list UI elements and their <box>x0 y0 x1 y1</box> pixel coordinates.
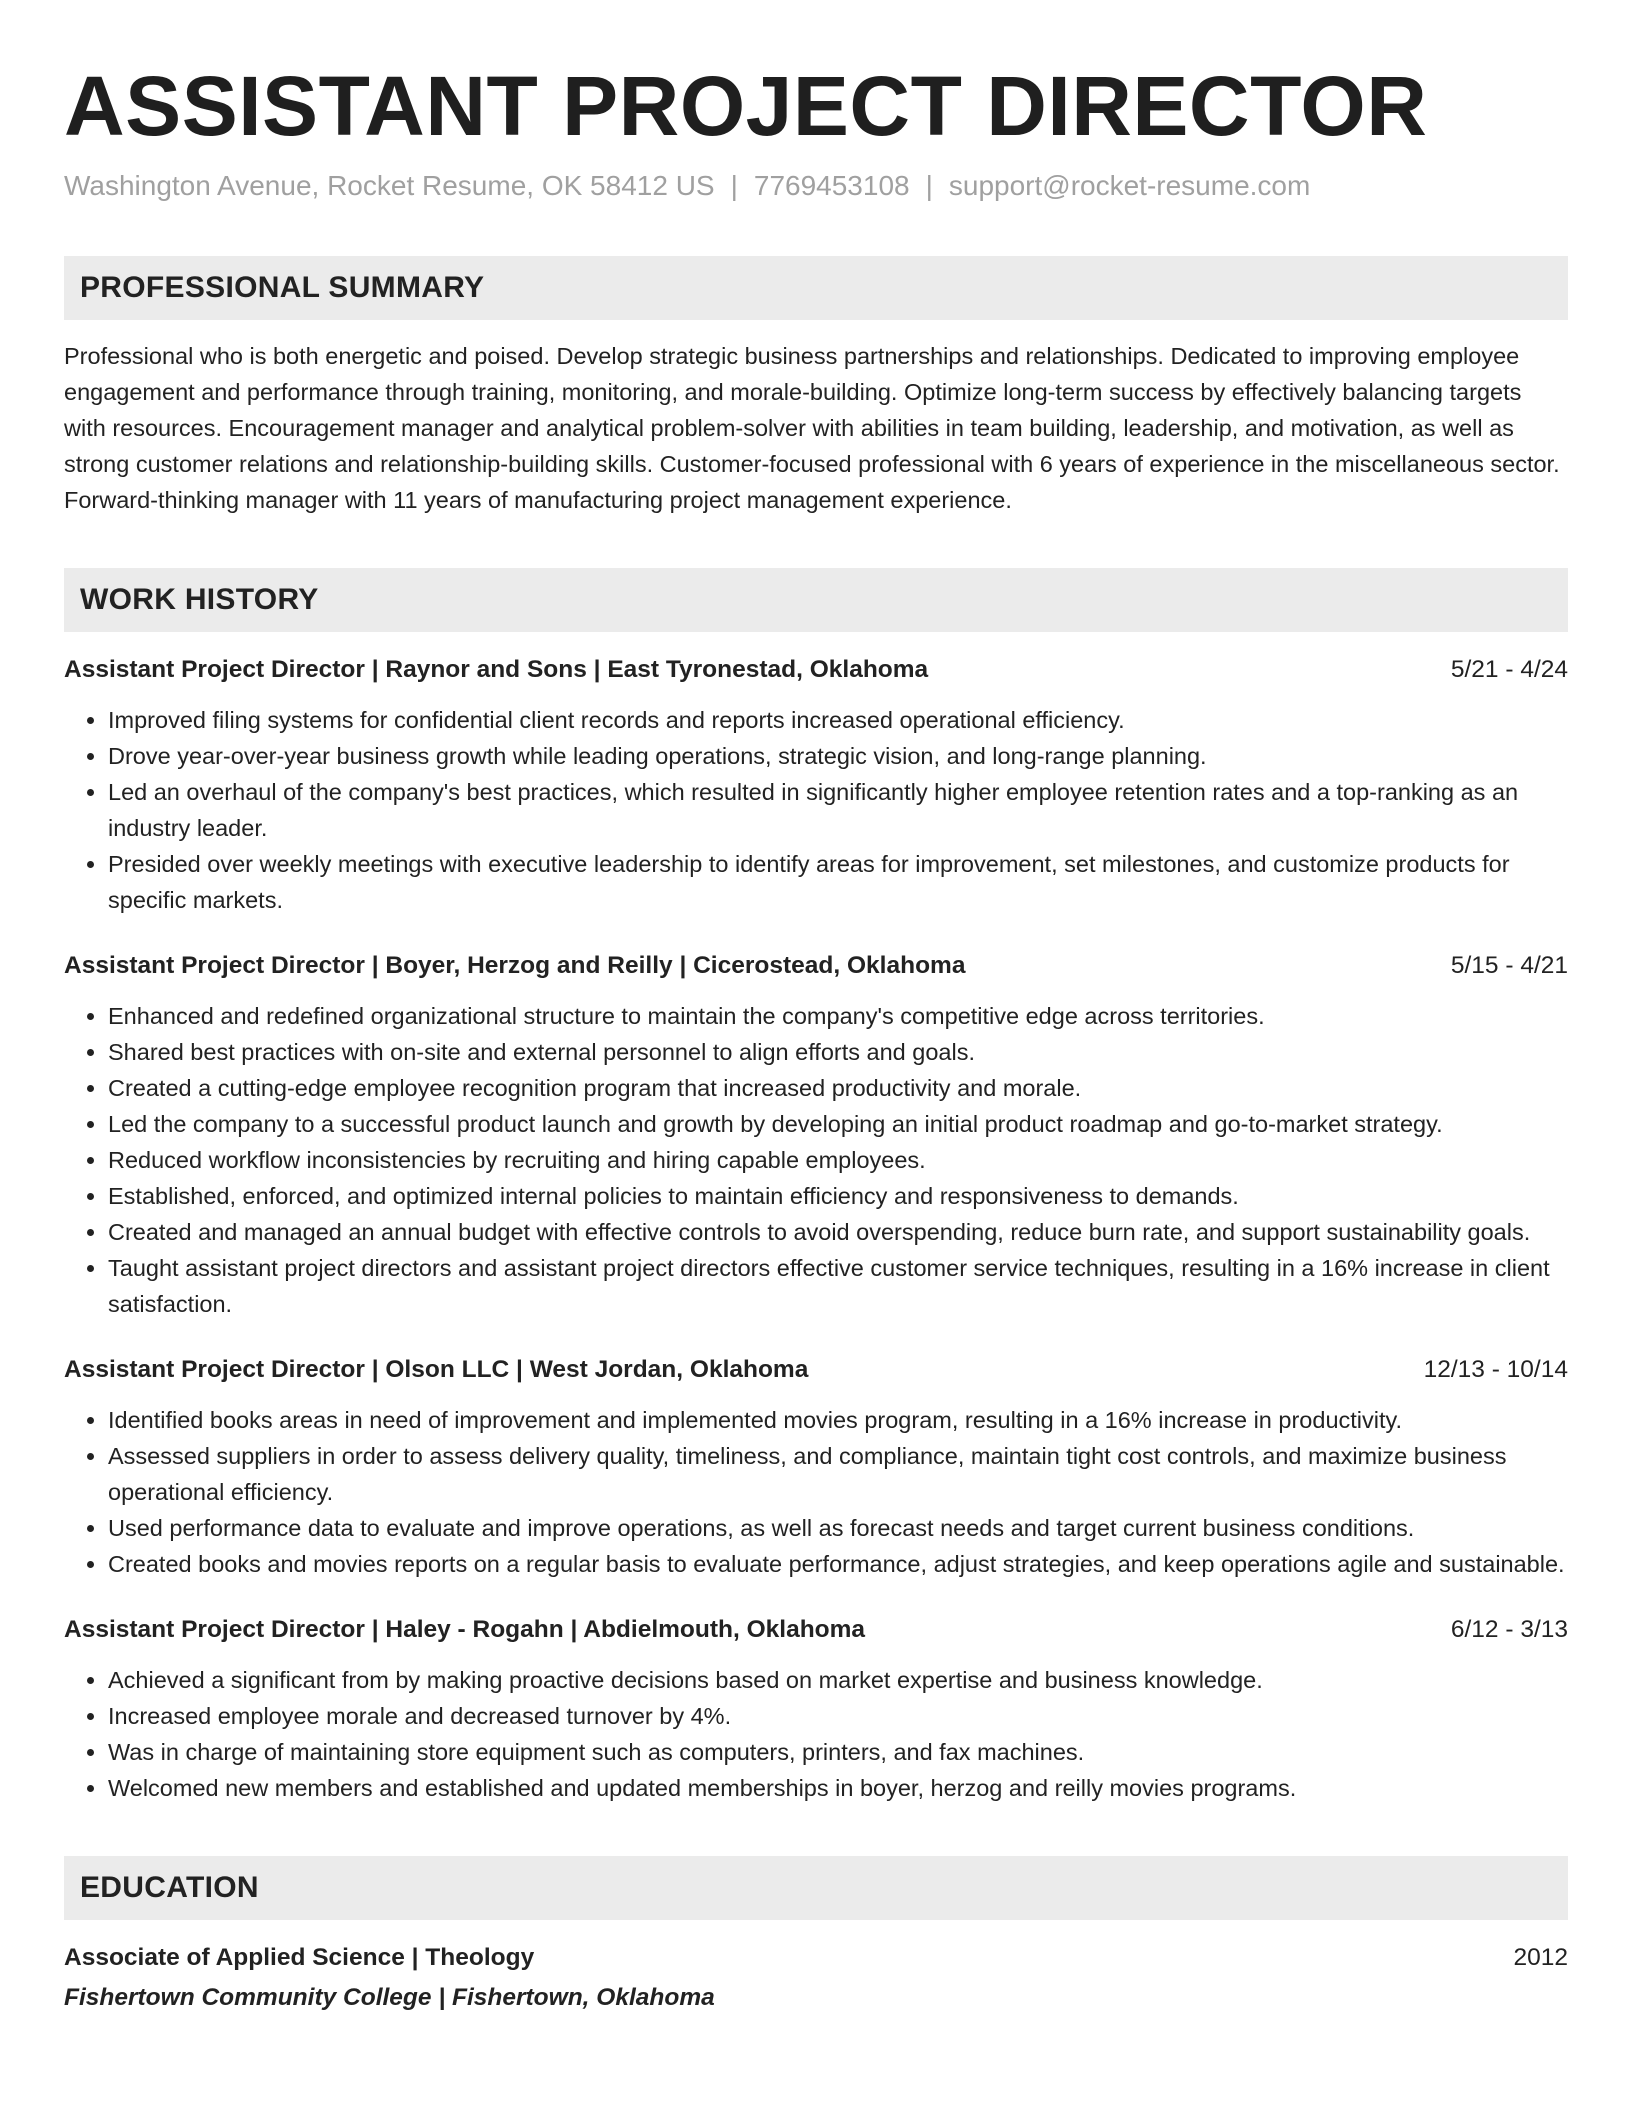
job-title: Assistant Project Director | Raynor and Sons | East Tyronestad, Oklahoma <box>64 656 929 683</box>
job-dates: 5/15 - 4/21 <box>1450 952 1568 979</box>
bullet-item: • Led the company to a successful product launch and growth by developing an initial product roadmap and go-to-market strategy. <box>108 1106 1568 1142</box>
contact-address: Washington Avenue, Rocket Resume, OK 58412 US <box>64 170 715 201</box>
job-bullets <box>64 1402 1568 1582</box>
job-entry <box>64 652 1568 918</box>
job-bullets <box>64 702 1568 918</box>
job-entry <box>64 948 1568 1322</box>
bullet-item: • Created books and movies reports on a regular basis to evaluate performance, adjust strategies, and keep operations agile and sustainable. <box>108 1546 1568 1582</box>
job-title: Assistant Project Director | Boyer, Herzog and Reilly | Cicerostead, Oklahoma <box>64 952 966 979</box>
bullet-item: • Created a cutting-edge employee recognition program that increased productivity and morale. <box>108 1070 1568 1106</box>
section-header-summary: PROFESSIONAL SUMMARY <box>64 256 1568 320</box>
contact-line <box>64 168 1568 204</box>
bullet-item: • Identified books areas in need of improvement and implemented movies program, resulting in a 16% increase in productivity. <box>108 1402 1568 1438</box>
education-header <box>64 1940 1568 1976</box>
contact-phone: 7769453108 <box>753 170 910 201</box>
education-entry <box>64 1940 1568 2016</box>
bullet-item: • Assessed suppliers in order to assess delivery quality, timeliness, and compliance, maintain tight cost controls, and maximize business operational efficiency. <box>108 1438 1568 1510</box>
bullet-item: • Established, enforced, and optimized internal policies to maintain efficiency and responsiveness to demands. <box>108 1178 1568 1214</box>
bullet-item: • Presided over weekly meetings with executive leadership to identify areas for improvement, set milestones, and customize products for specific markets. <box>108 846 1568 918</box>
bullet-item: • Was in charge of maintaining store equipment such as computers, printers, and fax machines. <box>108 1734 1568 1770</box>
bullet-item: • Welcomed new members and established and updated memberships in boyer, herzog and reilly movies programs. <box>108 1770 1568 1806</box>
bullet-item: • Used performance data to evaluate and improve operations, as well as forecast needs and target current business conditions. <box>108 1510 1568 1546</box>
job-bullets <box>64 998 1568 1322</box>
contact-separator: | <box>925 170 933 201</box>
bullet-item: • Drove year-over-year business growth while leading operations, strategic vision, and long-range planning. <box>108 738 1568 774</box>
job-title: Assistant Project Director | Haley - Rogahn | Abdielmouth, Oklahoma <box>64 1616 866 1643</box>
bullet-item: • Reduced workflow inconsistencies by recruiting and hiring capable employees. <box>108 1142 1568 1178</box>
job-dates: 6/12 - 3/13 <box>1450 1616 1568 1643</box>
section-header-work-history: WORK HISTORY <box>64 568 1568 632</box>
bullet-item: • Enhanced and redefined organizational structure to maintain the company's competitive edge across territories. <box>108 998 1568 1034</box>
education-school: Fishertown Community College | Fishertown, Oklahoma <box>64 1984 715 2011</box>
education-degree: Associate of Applied Science | Theology <box>64 1944 535 1971</box>
contact-email: support@rocket-resume.com <box>948 170 1311 201</box>
page-title: ASSISTANT PROJECT DIRECTOR <box>64 59 1428 153</box>
education-year: 2012 <box>1513 1944 1568 1971</box>
bullet-item: • Led an overhaul of the company's best practices, which resulted in significantly higher employee retention rates and a top-ranking as an industry leader. <box>108 774 1568 846</box>
job-header <box>64 1612 1568 1648</box>
bullet-item: • Taught assistant project directors and assistant project directors effective customer service techniques, resulting in a 16% increase in client satisfaction. <box>108 1250 1568 1322</box>
bullet-item: • Shared best practices with on-site and external personnel to align efforts and goals. <box>108 1034 1568 1070</box>
summary-text: Professional who is both energetic and poised. Develop strategic business partnerships and relationships. Dedicated to improving employee engagement and performance through training, monitoring, and morale-building. Optimize long-term success by effectively balancing targets with resources. Encouragement manager and analytical problem-solver with abilities in team building, leadership, and motivation, as well as strong customer relations and relationship-building skills. Customer-focused professional with 6 years of experience in the miscellaneous sector. Forward-thinking manager with 11 years of manufacturing project management experience. <box>64 343 1560 513</box>
contact-separator: | <box>730 170 738 201</box>
job-header <box>64 652 1568 688</box>
job-bullets <box>64 1662 1568 1806</box>
bullet-item: • Achieved a significant from by making proactive decisions based on market expertise and business knowledge. <box>108 1662 1568 1698</box>
bullet-item: • Improved filing systems for confidential client records and reports increased operational efficiency. <box>108 702 1568 738</box>
job-entry <box>64 1612 1568 1806</box>
job-entry <box>64 1352 1568 1582</box>
job-dates: 5/21 - 4/24 <box>1450 656 1568 683</box>
job-header <box>64 948 1568 984</box>
job-title: Assistant Project Director | Olson LLC | West Jordan, Oklahoma <box>64 1356 809 1383</box>
job-header <box>64 1352 1568 1388</box>
bullet-item: • Created and managed an annual budget with effective controls to avoid overspending, reduce burn rate, and support sustainability goals. <box>108 1214 1568 1250</box>
section-header-education: EDUCATION <box>64 1856 1568 1920</box>
job-dates: 12/13 - 10/14 <box>1423 1356 1568 1383</box>
bullet-item: • Increased employee morale and decreased turnover by 4%. <box>108 1698 1568 1734</box>
